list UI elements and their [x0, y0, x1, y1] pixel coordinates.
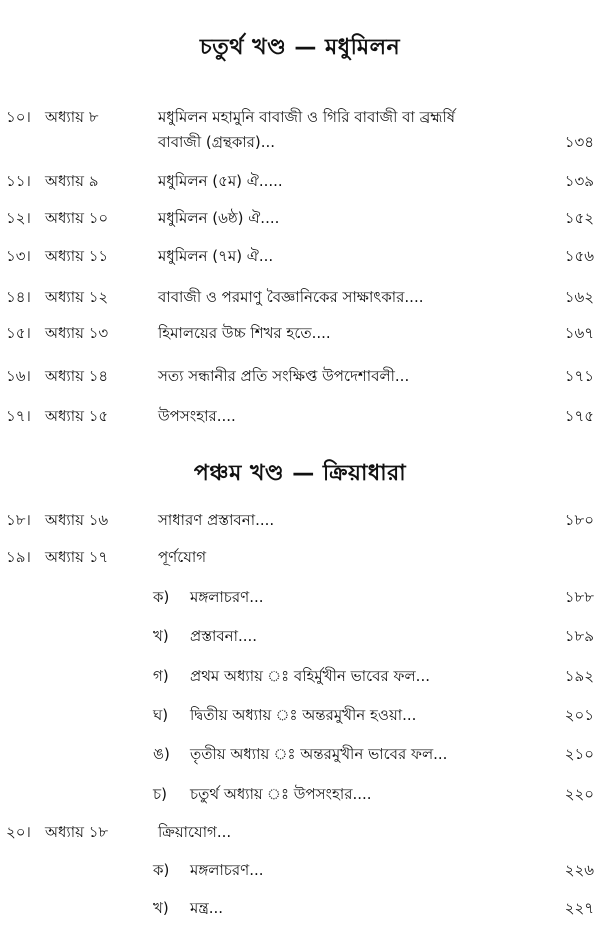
entry-chapter: অধ্যায় ১৭	[45, 548, 109, 566]
entry-title: সত্য সন্ধানীর প্রতি সংক্ষিপ্ত উপদেশাবলী...	[158, 367, 410, 385]
entry-page: ১৩৪	[564, 133, 594, 151]
entry-chapter: অধ্যায় ১৫	[45, 407, 109, 425]
entry-title: উপসংহার....	[158, 407, 236, 425]
subentry-marker: গ)	[153, 667, 169, 685]
subentry-title: প্রথম অধ্যায় ঃ বহির্মুখীন ভাবের ফল...	[190, 667, 430, 685]
entry-number: ২০।	[6, 823, 31, 841]
entry-chapter: অধ্যায় ১৮	[45, 823, 109, 841]
entry-page: ১৩৯	[564, 172, 594, 190]
entry-page: ১৬২	[564, 288, 594, 306]
entry-page: ২২৬	[564, 861, 594, 879]
subentry-marker: খ)	[153, 627, 169, 645]
subentry-title: চতুর্থ অধ্যায় ঃ উপসংহার....	[190, 785, 372, 803]
entry-page: ১৭৫	[564, 407, 594, 425]
subentry-title: তৃতীয় অধ্যায় ঃ অন্তরমুখীন ভাবের ফল...	[190, 745, 448, 763]
entry-chapter: অধ্যায় ১৬	[45, 511, 109, 529]
subentry-marker: খ)	[153, 899, 169, 917]
subentry-title: দ্বিতীয় অধ্যায় ঃ অন্তরমুখীন হওয়া...	[190, 706, 417, 724]
entry-title: মধুমিলন মহামুনি বাবাজী ও গিরি বাবাজী বা ব্রহ্মর্ষি	[158, 108, 456, 126]
section-heading: পঞ্চম খণ্ড — ক্রিয়াধারা	[193, 461, 407, 486]
entry-title: পূর্ণযোগ	[158, 548, 207, 566]
entry-chapter: অধ্যায় ৮	[45, 108, 99, 126]
entry-page: ১৫২	[564, 209, 594, 227]
entry-page: ১৮০	[564, 511, 594, 529]
entry-title-continued: বাবাজী (গ্রন্থকার)...	[158, 133, 276, 151]
entry-number: ১১।	[6, 172, 31, 190]
entry-title: মধুমিলন (৫ম) ঐ.....	[158, 172, 283, 190]
entry-page: ২২৭	[564, 899, 594, 917]
entry-title: বাবাজী ও পরমাণু বৈজ্ঞানিকের সাক্ষাৎকার....	[158, 288, 424, 306]
entry-title: মধুমিলন (৭ম) ঐ...	[158, 247, 274, 265]
subentry-marker: চ)	[153, 785, 167, 803]
entry-title: হিমালয়ের উচ্চ শিখর হতে....	[158, 324, 331, 342]
subentry-marker: ক)	[153, 588, 170, 606]
entry-number: ১৪।	[6, 288, 31, 306]
entry-page: ১৫৬	[564, 247, 594, 265]
section-heading: চতুর্থ খণ্ড — মধুমিলন	[199, 35, 401, 60]
entry-number: ১৮।	[6, 511, 31, 529]
entry-title: সাধারণ প্রস্তাবনা....	[158, 511, 275, 529]
entry-number: ১৯।	[6, 548, 31, 566]
subentry-title: প্রস্তাবনা....	[190, 627, 258, 645]
subentry-marker: ঙ)	[153, 745, 170, 763]
entry-chapter: অধ্যায় ১১	[45, 247, 109, 265]
entry-title: ক্রিয়াযোগ...	[158, 823, 232, 841]
entry-page: ১৮৮	[564, 588, 594, 606]
entry-number: ১৫।	[6, 324, 31, 342]
subentry-marker: ক)	[153, 861, 170, 879]
entry-number: ১০।	[6, 108, 31, 126]
entry-chapter: অধ্যায় ৯	[45, 172, 99, 190]
entry-page: ২২০	[564, 785, 594, 803]
entry-title: মধুমিলন (৬ষ্ঠ) ঐ....	[158, 209, 280, 227]
entry-number: ১২।	[6, 209, 31, 227]
subentry-title: মঙ্গলাচরণ...	[190, 861, 264, 879]
entry-page: ২০১	[564, 706, 594, 724]
entry-page: ১৭১	[564, 367, 594, 385]
entry-number: ১৭।	[6, 407, 31, 425]
entry-chapter: অধ্যায় ১৩	[45, 324, 109, 342]
entry-page: ১৯২	[564, 667, 594, 685]
entry-page: ২১০	[564, 745, 594, 763]
entry-chapter: অধ্যায় ১৪	[45, 367, 109, 385]
subentry-marker: ঘ)	[153, 706, 169, 724]
entry-page: ১৮৯	[564, 627, 594, 645]
entry-number: ১৩।	[6, 247, 31, 265]
entry-number: ১৬।	[6, 367, 31, 385]
entry-chapter: অধ্যায় ১২	[45, 288, 109, 306]
subentry-title: মঙ্গলাচরণ...	[190, 588, 264, 606]
entry-chapter: অধ্যায় ১০	[45, 209, 109, 227]
entry-page: ১৬৭	[564, 324, 594, 342]
subentry-title: মন্ত্র...	[190, 899, 224, 917]
